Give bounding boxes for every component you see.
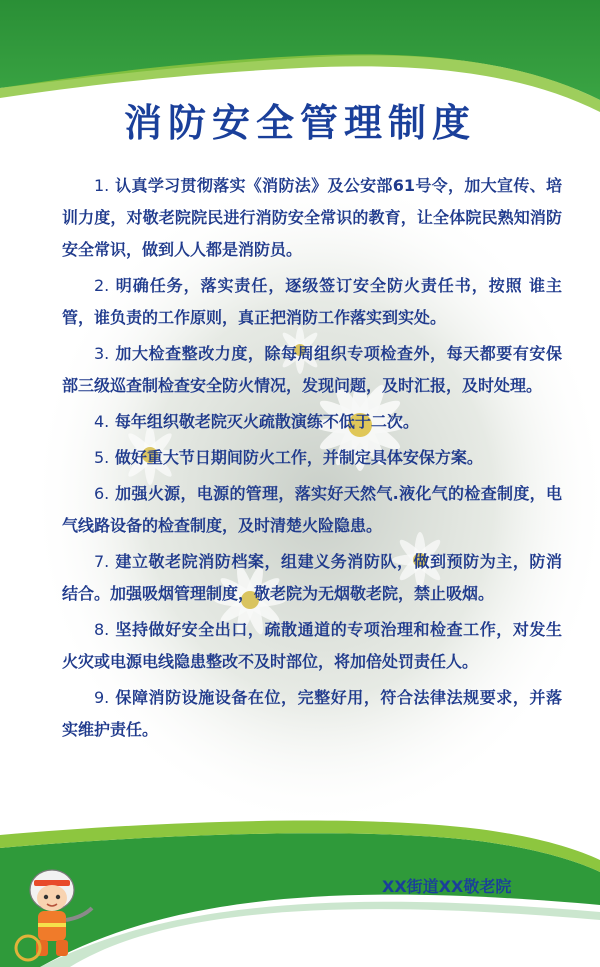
rule-text: 认真学习贯彻落实《消防法》及公安部61号令，加大宣传、培训力度，对敬老院院民进行消防安全常识的教育，让全体院民熟知消防安全常识，做到人人都是消防员。 bbox=[62, 176, 562, 259]
rule-text: 加大检查整改力度，除每周组织专项检查外，每天都要有安保部三级巡查制检查安全防火情况，发现问题，及时汇报，及时处理。 bbox=[62, 344, 562, 395]
rule-number: 1. bbox=[94, 176, 110, 195]
rule-number: 4. bbox=[94, 412, 110, 431]
page-title: 消防安全管理制度 bbox=[123, 101, 476, 145]
rule-text: 明确任务，落实责任，逐级签订安全防火责任书，按照 谁主管，谁负责的工作原则，真正把消防工作落实到实处。 bbox=[62, 276, 562, 327]
rule-item bbox=[62, 406, 562, 438]
rule-number: 7. bbox=[94, 552, 110, 571]
rule-text: 加强火源，电源的管理，落实好天然气.液化气的检查制度，电气线路设备的检查制度，及时清楚火险隐患。 bbox=[62, 484, 562, 535]
rule-text: 建立敬老院消防档案，组建义务消防队，做到预防为主，防消结合。加强吸烟管理制度，敬老院为无烟敬老院，禁止吸烟。 bbox=[62, 552, 562, 603]
rule-item bbox=[62, 442, 562, 474]
rules-list bbox=[62, 170, 562, 750]
rule-item bbox=[62, 338, 562, 402]
rule-text: 坚持做好安全出口，疏散通道的专项治理和检查工作，对发生火灾或电源电线隐患整改不及时部位，将加倍处罚责任人。 bbox=[62, 620, 562, 671]
rule-item bbox=[62, 478, 562, 542]
rule-item bbox=[62, 546, 562, 610]
rule-number: 8. bbox=[94, 620, 110, 639]
rule-number: 9. bbox=[94, 688, 110, 707]
rule-number: 3. bbox=[94, 344, 110, 363]
rule-text: 保障消防设施设备在位，完整好用，符合法律法规要求，并落实维护责任。 bbox=[62, 688, 562, 739]
rule-number: 5. bbox=[94, 448, 110, 467]
rule-number: 6. bbox=[94, 484, 110, 503]
rule-number: 2. bbox=[94, 276, 110, 295]
rule-text: 每年组织敬老院灭火疏散演练不低于二次。 bbox=[114, 412, 419, 431]
rule-item bbox=[62, 170, 562, 266]
rule-item bbox=[62, 682, 562, 746]
organization-signature: XX街道XX敬老院 bbox=[382, 877, 512, 896]
rule-item bbox=[62, 614, 562, 678]
rule-text: 做好重大节日期间防火工作，并制定具体安保方案。 bbox=[114, 448, 483, 467]
rule-item bbox=[62, 270, 562, 334]
